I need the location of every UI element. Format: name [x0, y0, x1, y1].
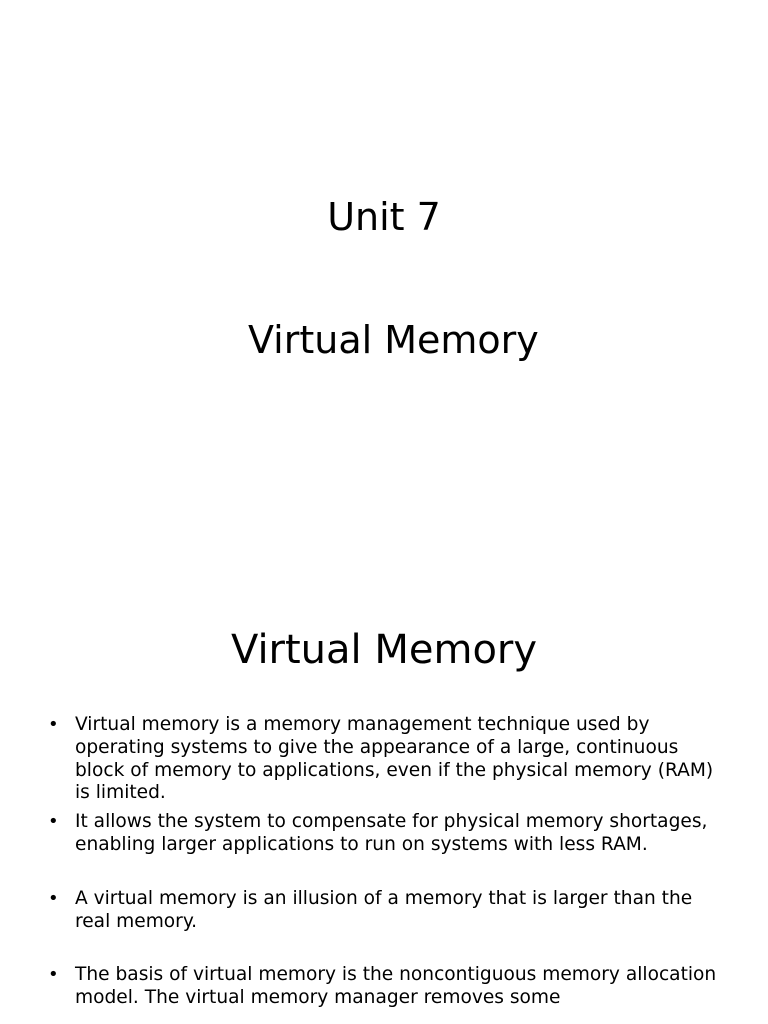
content-slide-title: Virtual Memory	[230, 627, 538, 673]
bullet-text: Virtual memory is a memory management technique used by operating systems to give the appearance of a large, continuous block of memory to applications, even if the physical memory (RAM) is limited.	[75, 714, 714, 804]
bullet-text: The basis of virtual memory is the noncontiguous memory allocation model. The virtual memory manager removes some	[75, 964, 717, 1009]
bullet-item	[0, 811, 768, 857]
bullet-list	[0, 714, 768, 1010]
bullet-dot-icon: •	[48, 811, 59, 833]
bullet-dot-icon: •	[48, 964, 59, 986]
slide-title: Unit 7	[327, 195, 441, 239]
bullet-item	[0, 888, 768, 934]
bullet-dot-icon: •	[48, 887, 59, 909]
content-slide	[0, 576, 768, 1024]
bullet-text: A virtual memory is an illusion of a memory that is larger than the real memory.	[75, 887, 693, 932]
bullet-dot-icon: •	[48, 714, 59, 735]
slide-subtitle: Virtual Memory	[248, 318, 539, 362]
bullet-item	[0, 714, 768, 805]
bullet-item	[0, 964, 768, 1010]
bullet-text: It allows the system to compensate for physical memory shortages, enabling larger applications to run on systems with less RAM.	[75, 811, 708, 855]
